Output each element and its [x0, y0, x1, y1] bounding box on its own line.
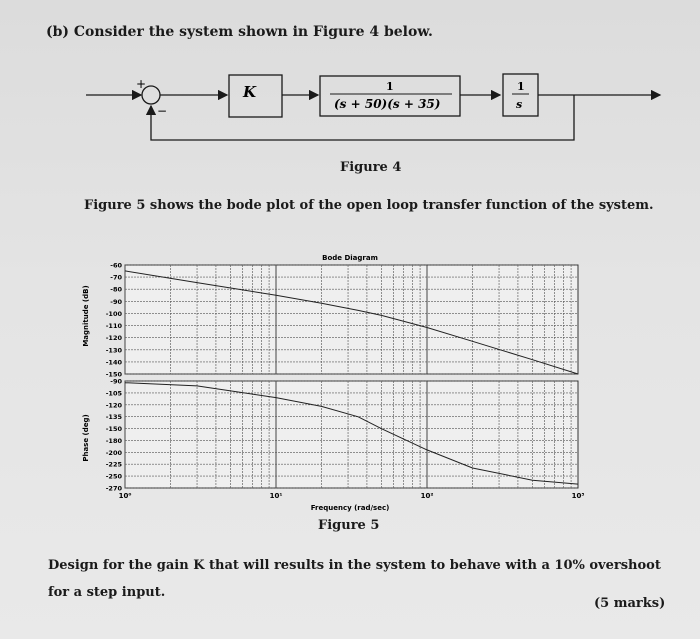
- phase-tick-label: -90: [110, 377, 122, 386]
- task-text-line2: for a step input.: [48, 585, 166, 600]
- frequency-tick-label: 10²: [420, 492, 434, 500]
- magnitude-tick-label: -130: [105, 346, 122, 355]
- magnitude-tick-label: -90: [110, 297, 122, 306]
- phase-tick-label: -180: [105, 436, 122, 445]
- phase-frame: [125, 381, 578, 488]
- phase-tick-label: -135: [105, 413, 122, 422]
- block-diagram: [0, 50, 700, 200]
- summer-minus-sign: −: [157, 104, 168, 118]
- figure4-caption: Figure 4: [340, 160, 402, 175]
- frequency-tick-label: 10⁰: [118, 492, 132, 500]
- phase-grid: [106, 378, 578, 493]
- gain-block-label: K: [243, 83, 257, 101]
- magnitude-tick-label: -120: [105, 334, 122, 343]
- phase-tick-label: -200: [105, 448, 122, 457]
- magnitude-tick-label: -140: [105, 358, 122, 367]
- summer-plus-sign: +: [136, 77, 147, 91]
- frequency-axis-label: Frequency (rad/sec): [310, 504, 390, 512]
- marks-label: (5 marks): [594, 596, 666, 611]
- frequency-tick-label: 10³: [571, 492, 585, 500]
- phase-tick-label: -150: [105, 425, 122, 434]
- magnitude-tick-label: -150: [105, 370, 122, 379]
- magnitude-tick-label: -100: [105, 309, 122, 318]
- magnitude-tick-label: -110: [105, 322, 122, 331]
- task-text-line1: Design for the gain K that will results in the system to behave with a 10% overshoot: [48, 558, 661, 573]
- magnitude-frame: [125, 265, 578, 374]
- phase-tick-label: -270: [105, 484, 122, 493]
- integrator-denominator: s: [516, 98, 523, 111]
- frequency-tick-label: 10¹: [269, 492, 283, 500]
- magnitude-tick-label: -80: [110, 285, 122, 294]
- magnitude-grid: [106, 262, 578, 379]
- bode-plot: [0, 248, 700, 518]
- phase-tick-label: -225: [105, 460, 122, 469]
- integrator-numerator: 1: [517, 80, 525, 93]
- plant-numerator: 1: [386, 80, 394, 93]
- magnitude-axis-label: Magnitude (dB): [82, 285, 90, 347]
- question-heading: (b) Consider the system shown in Figure 4 below.: [46, 24, 433, 40]
- phase-tick-label: -120: [105, 401, 122, 410]
- phase-tick-label: -105: [105, 389, 122, 398]
- phase-axis-label: Phase (deg): [82, 414, 90, 462]
- phase-tick-label: -250: [105, 472, 122, 481]
- figure5-intro: Figure 5 shows the bode plot of the open loop transfer function of the system.: [84, 198, 654, 213]
- figure5-caption: Figure 5: [318, 518, 380, 533]
- plant-denominator: (s + 50)(s + 35): [334, 97, 441, 111]
- magnitude-tick-label: -70: [110, 273, 122, 282]
- magnitude-tick-label: -60: [110, 261, 122, 270]
- bode-title: Bode Diagram: [322, 254, 378, 262]
